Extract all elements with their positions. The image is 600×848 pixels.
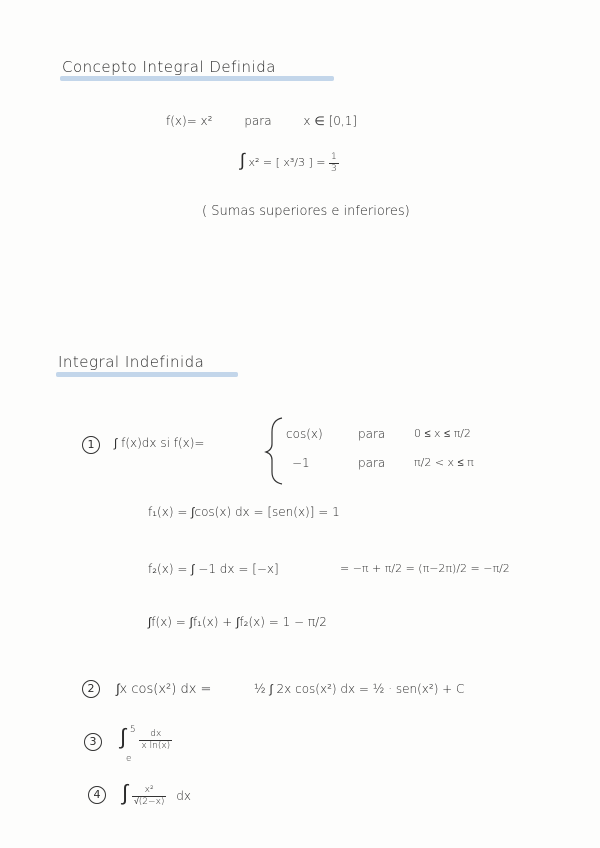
- problem-1-step-3: ∫f(x) = ∫f₁(x) + ∫f₂(x) = 1 − π/2: [148, 615, 327, 629]
- problem-4-integral: [122, 780, 191, 808]
- function-expression: f(x)= x²: [166, 114, 213, 128]
- problem-3-integral: [120, 724, 172, 752]
- problem-2-statement: ∫x cos(x²) dx =: [116, 682, 212, 697]
- problem-number-4: 4: [88, 786, 106, 804]
- para-word: para: [244, 114, 272, 128]
- case-1-condition: 0 ≤ x ≤ π/2: [414, 427, 471, 440]
- sums-note: ( Sumas superiores e inferiores): [202, 204, 410, 219]
- case-2-condition: π/2 < x ≤ π: [414, 456, 474, 469]
- case-2-expr: −1: [292, 456, 310, 470]
- result-numerator: 1: [331, 151, 337, 162]
- fraction-numerator: x²: [132, 785, 167, 797]
- problem-1-step-2-right: = −π + π/2 = (π−2π)/2 = −π/2: [340, 562, 510, 575]
- problem-number-1: 1: [82, 436, 100, 454]
- integral-sign: ∫: [240, 150, 245, 171]
- case-2-para: para: [358, 456, 386, 470]
- domain-expression: x ∈ [0,1]: [303, 114, 358, 128]
- problem-1-step-2-left: f₂(x) = ∫ −1 dx = [−x]: [148, 562, 279, 576]
- problem-number-3: 3: [84, 733, 102, 751]
- section-title-indefinida: Integral Indefinida: [58, 353, 205, 371]
- lower-limit: e: [126, 754, 132, 764]
- problem-number-2: 2: [82, 680, 100, 698]
- integral-sign: ∫: [122, 781, 129, 806]
- problem-3-fraction: [139, 729, 172, 752]
- equals-sign: =: [262, 156, 273, 169]
- problem-2-rhs: ½ ∫ 2x cos(x²) dx = ½ · sen(x²) + C: [254, 682, 465, 696]
- differential: dx: [176, 789, 191, 803]
- result-denominator: 3: [331, 163, 337, 174]
- integrand: x²: [248, 156, 260, 169]
- case-1-para: para: [358, 427, 386, 441]
- problem-4-fraction: [132, 785, 167, 808]
- integral-sign: ∫: [120, 725, 127, 750]
- upper-limit: 5: [129, 725, 136, 735]
- problem-1-step-1: f₁(x) = ∫cos(x) dx = [sen(x)] = 1: [148, 505, 340, 519]
- antiderivative-bracket: [ x³/3 ]: [275, 156, 313, 169]
- fraction-numerator: dx: [139, 729, 172, 741]
- case-1-expr: cos(x): [286, 427, 323, 441]
- equals-sign: =: [316, 156, 326, 169]
- fraction-denominator: √(2−x): [133, 797, 165, 807]
- problem-1-statement: ∫ f(x)dx si f(x)=: [114, 436, 205, 450]
- section-title-definida: Concepto Integral Definida: [62, 58, 276, 76]
- fraction-denominator: x ln(x): [141, 741, 171, 751]
